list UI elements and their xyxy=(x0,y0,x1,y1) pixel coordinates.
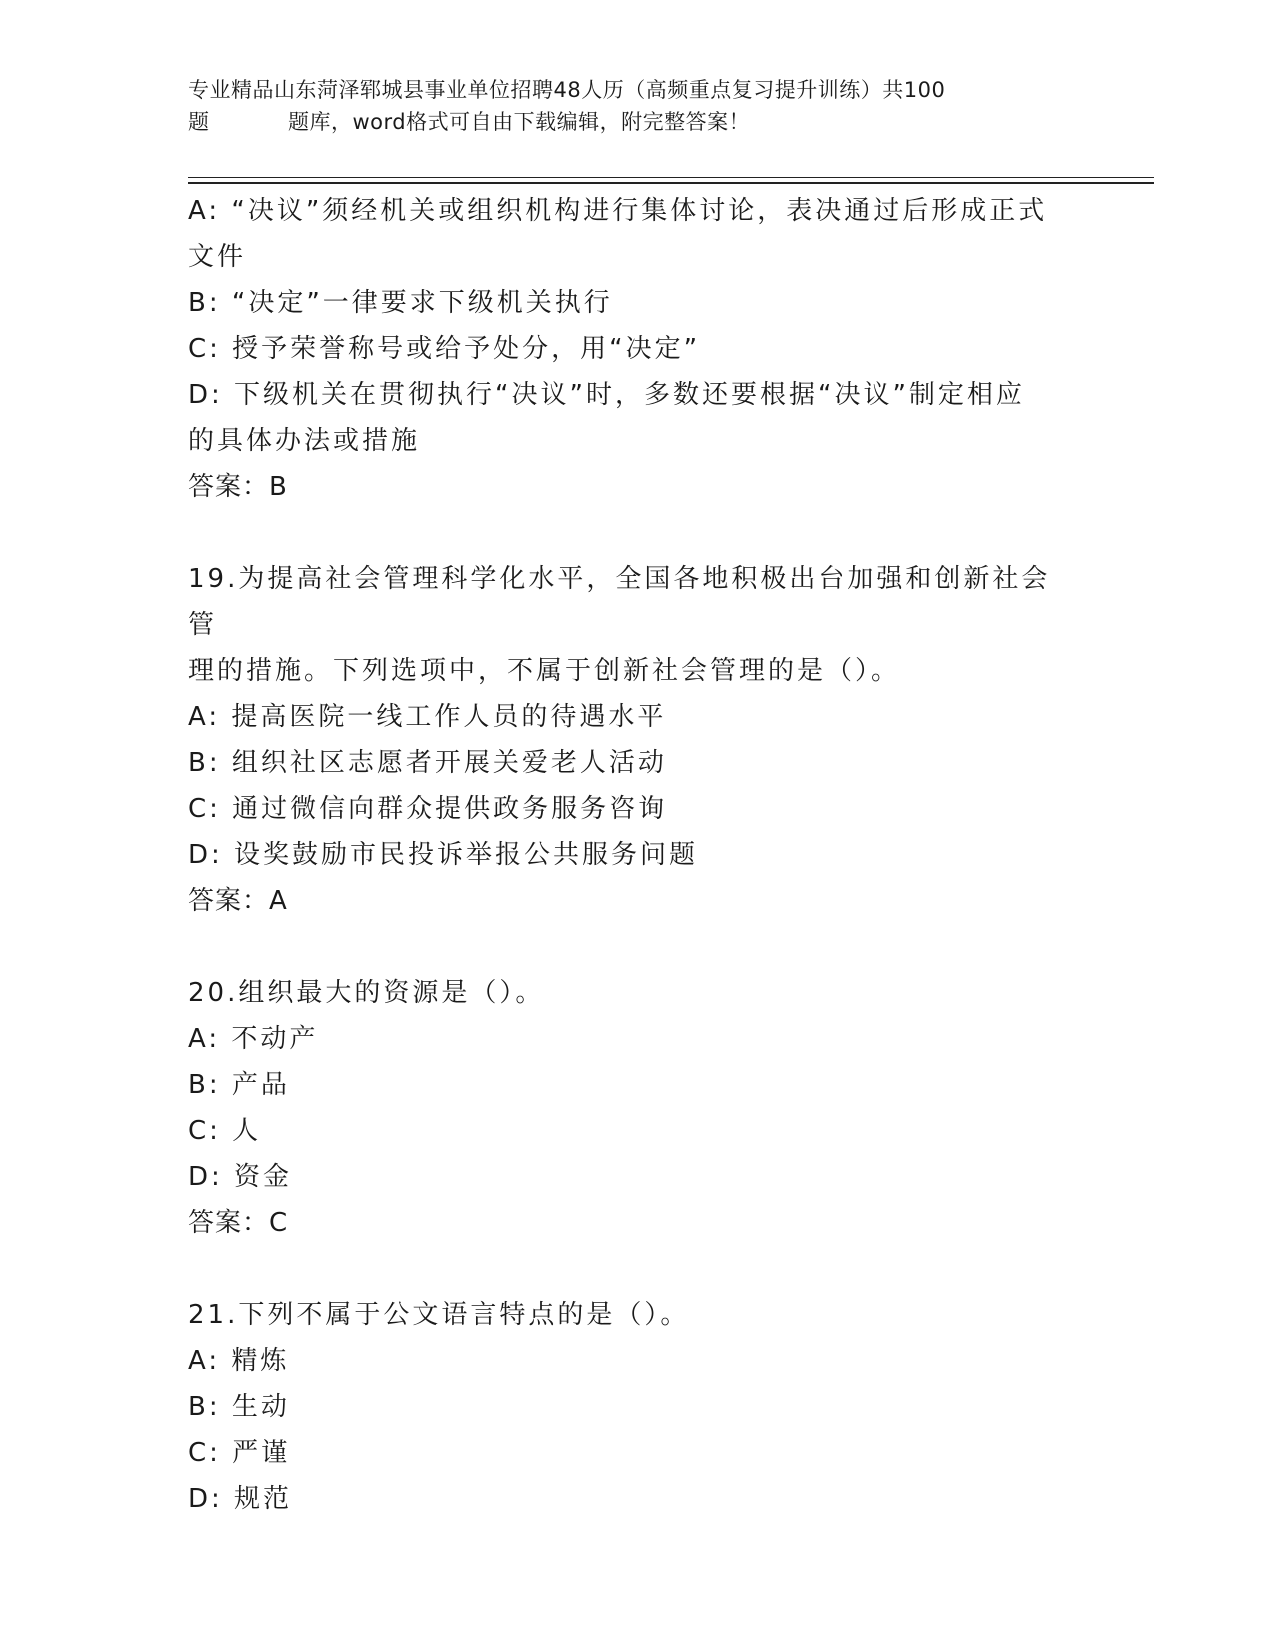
header-title-line2-a: 题 xyxy=(188,110,210,134)
page-header xyxy=(188,74,1078,138)
option-c: C: 授予荣誉称号或给予处分，用“决定” xyxy=(188,334,701,364)
question-21 xyxy=(188,1292,1078,1522)
spacer xyxy=(188,1246,1078,1292)
question-stem-line1: 19.为提高社会管理科学化水平，全国各地积极出台加强和创新社会管 xyxy=(188,564,1051,640)
question-19 xyxy=(188,556,1078,924)
option-c: C: 人 xyxy=(188,1116,262,1146)
answer: 答案：C xyxy=(188,1208,289,1238)
option-d: D: 设奖鼓励市民投诉举报公共服务问题 xyxy=(188,840,699,870)
option-a-line2: 文件 xyxy=(188,242,247,272)
option-d: D: 资金 xyxy=(188,1162,293,1192)
header-title-line2-b: 题库，word格式可自由下载编辑，附完整答案！ xyxy=(288,110,751,134)
option-b: B: 生动 xyxy=(188,1392,290,1422)
option-b: B: 产品 xyxy=(188,1070,290,1100)
header-divider-thick xyxy=(188,182,1154,184)
spacer xyxy=(188,510,1078,556)
header-divider-thin xyxy=(188,177,1154,178)
question-list xyxy=(188,188,1078,1522)
option-a: A: 不动产 xyxy=(188,1024,319,1054)
question-stem-line2: 理的措施。下列选项中，不属于创新社会管理的是（）。 xyxy=(188,656,901,686)
question-stem: 20.组织最大的资源是（）。 xyxy=(188,978,545,1008)
question-18 xyxy=(188,188,1078,510)
option-a: A: 提高医院一线工作人员的待遇水平 xyxy=(188,702,667,732)
option-d-line1: D: 下级机关在贯彻执行“决议”时，多数还要根据“决议”制定相应 xyxy=(188,380,1025,410)
option-c: C: 严谨 xyxy=(188,1438,291,1468)
option-b: B: 组织社区志愿者开展关爱老人活动 xyxy=(188,748,667,778)
option-d-line2: 的具体办法或措施 xyxy=(188,426,421,456)
answer: 答案：A xyxy=(188,886,288,916)
answer: 答案：B xyxy=(188,472,288,502)
header-title-line2 xyxy=(188,106,1078,138)
option-a-line1: A: “决议”须经机关或组织机构进行集体讨论，表决通过后形成正式 xyxy=(188,196,1048,226)
option-b: B: “决定”一律要求下级机关执行 xyxy=(188,288,613,318)
option-c: C: 通过微信向群众提供政务服务咨询 xyxy=(188,794,668,824)
option-a: A: 精炼 xyxy=(188,1346,290,1376)
question-stem: 21.下列不属于公文语言特点的是（）。 xyxy=(188,1300,690,1330)
spacer xyxy=(188,924,1078,970)
option-d: D: 规范 xyxy=(188,1484,293,1514)
header-title-line1: 专业精品山东菏泽郓城县事业单位招聘48人历（高频重点复习提升训练）共100 xyxy=(188,78,946,102)
question-20 xyxy=(188,970,1078,1246)
